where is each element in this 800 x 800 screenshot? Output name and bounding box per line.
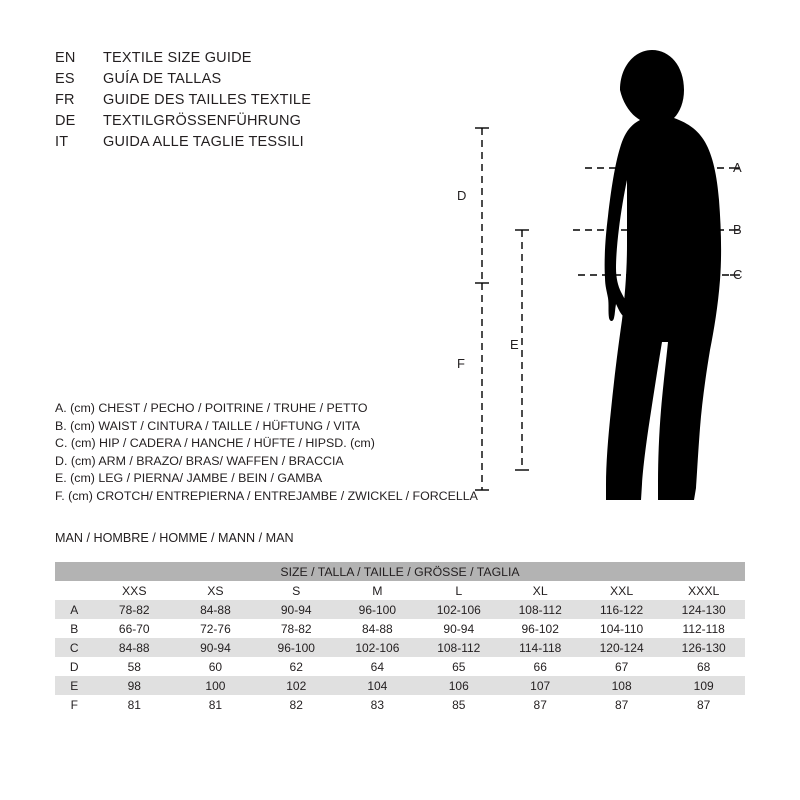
cell: 96-100: [256, 638, 337, 657]
cell: 96-102: [499, 619, 580, 638]
cell: 84-88: [94, 638, 176, 657]
row-label: F: [55, 695, 94, 714]
row-label: B: [55, 619, 94, 638]
title-text: GUIDE DES TAILLES TEXTILE: [103, 92, 312, 108]
legend-item-b: B. (cm) WAIST / CINTURA / TAILLE / HÜFTUNG / VITA: [55, 418, 360, 433]
cell: 109: [662, 676, 745, 695]
table-row: [55, 638, 745, 657]
legend-item-d: D. (cm) ARM / BRAZO/ BRAS/ WAFFEN / BRACCIA: [55, 453, 344, 468]
column-header-blank: [55, 581, 94, 600]
cell: 87: [662, 695, 745, 714]
cell: 104: [337, 676, 418, 695]
column-header-xxxl: XXXL: [662, 581, 745, 600]
title-lang-code: EN: [55, 50, 76, 66]
legend-item-f: F. (cm) CROTCH/ ENTREPIERNA / ENTREJAMBE / ZWICKEL / FORCELLA: [55, 488, 478, 503]
cell: 98: [94, 676, 176, 695]
table-row: [55, 600, 745, 619]
column-header-xxl: XXL: [581, 581, 662, 600]
cell: 107: [499, 676, 580, 695]
size-table-wrapper: [55, 562, 745, 714]
figure-label-f: F: [457, 356, 465, 371]
row-label: A: [55, 600, 94, 619]
table-column-header-row: [55, 581, 745, 600]
body-measurement-diagram: [430, 30, 770, 520]
cell: 67: [581, 657, 662, 676]
cell: 108-112: [418, 638, 499, 657]
table-row: [55, 619, 745, 638]
column-header-xxs: XXS: [94, 581, 176, 600]
title-row: [55, 92, 475, 113]
gender-label: MAN / HOMBRE / HOMME / MANN / MAN: [55, 531, 294, 545]
title-row: [55, 50, 475, 71]
cell: 116-122: [581, 600, 662, 619]
cell: 85: [418, 695, 499, 714]
cell: 108: [581, 676, 662, 695]
cell: 64: [337, 657, 418, 676]
cell: 60: [175, 657, 256, 676]
title-lang-code: IT: [55, 134, 69, 150]
table-title: SIZE / TALLA / TAILLE / GRÖSSE / TAGLIA: [55, 562, 745, 581]
cell: 106: [418, 676, 499, 695]
table-row: [55, 657, 745, 676]
title-text: TEXTILE SIZE GUIDE: [103, 50, 252, 66]
legend-item-a: A. (cm) CHEST / PECHO / POITRINE / TRUHE / PETTO: [55, 401, 368, 415]
cell: 81: [94, 695, 176, 714]
column-header-xl: XL: [499, 581, 580, 600]
cell: 84-88: [337, 619, 418, 638]
figure-label-d: D: [457, 188, 467, 203]
cell: 62: [256, 657, 337, 676]
column-header-l: L: [418, 581, 499, 600]
cell: 96-100: [337, 600, 418, 619]
cell: 102: [256, 676, 337, 695]
cell: 104-110: [581, 619, 662, 638]
cell: 100: [175, 676, 256, 695]
cell: 120-124: [581, 638, 662, 657]
figure-label-e: E: [510, 337, 519, 352]
cell: 84-88: [175, 600, 256, 619]
cell: 90-94: [175, 638, 256, 657]
row-label: C: [55, 638, 94, 657]
column-header-m: M: [337, 581, 418, 600]
row-label: E: [55, 676, 94, 695]
title-lang-code: FR: [55, 92, 75, 108]
title-row: [55, 113, 475, 134]
title-lang-code: DE: [55, 113, 76, 129]
cell: 66: [499, 657, 580, 676]
table-row: [55, 676, 745, 695]
cell: 83: [337, 695, 418, 714]
column-header-xs: XS: [175, 581, 256, 600]
cell: 114-118: [499, 638, 580, 657]
figure-label-a: A: [733, 160, 742, 175]
cell: 82: [256, 695, 337, 714]
foot-shape: [606, 488, 641, 500]
figure-label-b: B: [733, 222, 742, 237]
table-row: [55, 695, 745, 714]
row-label: D: [55, 657, 94, 676]
cell: 78-82: [94, 600, 176, 619]
cell: 68: [662, 657, 745, 676]
title-row: [55, 71, 475, 92]
size-table: [55, 562, 745, 714]
title-text: TEXTILGRÖSSENFÜHRUNG: [103, 113, 302, 129]
column-header-s: S: [256, 581, 337, 600]
legend-item-e: E. (cm) LEG / PIERNA/ JAMBE / BEIN / GAMBA: [55, 471, 323, 486]
cell: 87: [499, 695, 580, 714]
cell: 90-94: [256, 600, 337, 619]
cell: 112-118: [662, 619, 745, 638]
cell: 87: [581, 695, 662, 714]
title-lang-code: ES: [55, 71, 75, 87]
cell: 72-76: [175, 619, 256, 638]
figure-label-c: C: [733, 267, 743, 282]
table-title-row: [55, 562, 745, 581]
cell: 81: [175, 695, 256, 714]
title-text: GUIDA ALLE TAGLIE TESSILI: [103, 134, 304, 150]
title-text: GUÍA DE TALLAS: [103, 71, 222, 87]
cell: 58: [94, 657, 176, 676]
cell: 78-82: [256, 619, 337, 638]
cell: 108-112: [499, 600, 580, 619]
title-block: [55, 50, 475, 155]
cell: 65: [418, 657, 499, 676]
legend-item-c: C. (cm) HIP / CADERA / HANCHE / HÜFTE / HIPSD. (cm): [55, 436, 375, 451]
cell: 102-106: [418, 600, 499, 619]
cell: 126-130: [662, 638, 745, 657]
cell: 66-70: [94, 619, 176, 638]
cell: 102-106: [337, 638, 418, 657]
cell: 124-130: [662, 600, 745, 619]
silhouette-svg: [430, 30, 770, 525]
cell: 90-94: [418, 619, 499, 638]
title-row: [55, 134, 475, 155]
